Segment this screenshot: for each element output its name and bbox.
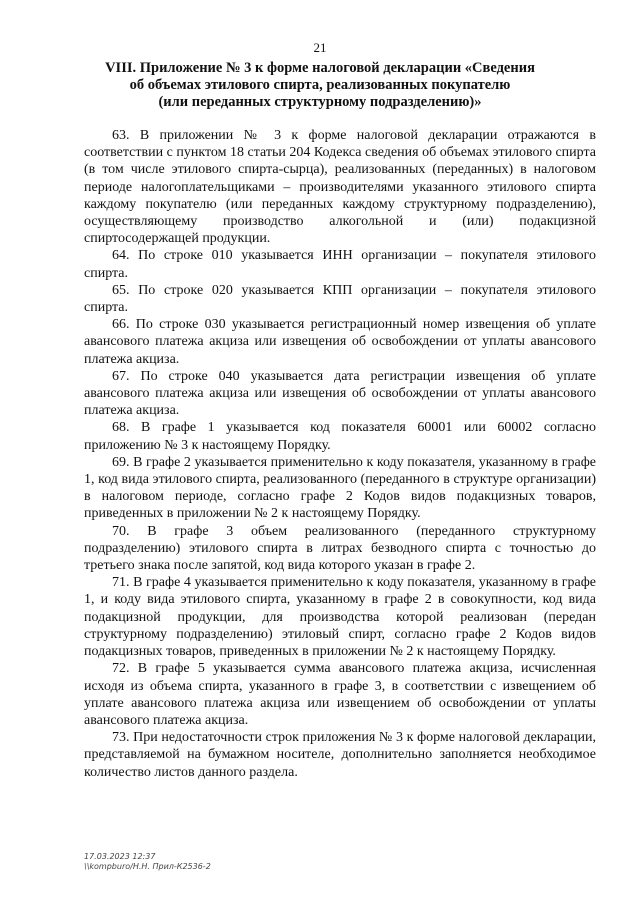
- paragraph-72: 72. В графе 5 указывается сумма авансового платежа акциза, исчисленная исходя из объема спирта, указанного в графе 3, в соответствии с извещением об уплате авансового платежа акциза или извещением об освобождении от уплаты авансового платежа акциза.: [84, 661, 596, 728]
- body-text: [84, 127, 596, 781]
- heading-line: об объемах этилового спирта, реализованных покупателю: [129, 77, 511, 93]
- paragraph-71: 71. В графе 4 указывается применительно к коду показателя, указанному в графе 1, и коду вида этилового спирта, указанному в графе 2 в совокупности, код вида подакцизной продукции, для производства которой реализован (передан структурному подразделению) этиловый спирт, согласно графе 2 Кодов видов подакцизных товаров, приведенных в приложении № 2 к настоящему Порядку.: [84, 575, 596, 660]
- paragraph-68: 68. В графе 1 указывается код показателя 60001 или 60002 согласно приложению № 3 к настоящему Порядку.: [84, 420, 596, 453]
- page-footer: [84, 852, 211, 872]
- paragraph-66: 66. По строке 030 указывается регистрационный номер извещения об уплате авансового платежа акциза или извещения об освобождении от уплаты авансового платежа акциза.: [84, 317, 596, 367]
- heading-line: (или переданных структурному подразделению)»: [158, 94, 482, 110]
- heading-line: VIII. Приложение № 3 к форме налоговой декларации «Сведения: [105, 60, 535, 76]
- page-number: 21: [313, 40, 327, 55]
- paragraph-67: 67. По строке 040 указывается дата регистрации извещения об уплате авансового платежа акциза или извещения об освобождении от уплаты авансового платежа акциза.: [84, 368, 596, 419]
- footer-source: \\kompburo/Н.Н. Прил-К2536-2: [84, 862, 211, 871]
- paragraph-73: 73. При недостаточности строк приложения № 3 к форме налоговой декларации, представляемой на бумажном носителе, дополнительно заполняется необходимое количество листов данного раздела.: [84, 730, 596, 780]
- footer-timestamp: 17.03.2023 12:37: [84, 852, 156, 861]
- section-heading: [90, 60, 550, 111]
- paragraph-65: 65. По строке 020 указывается КПП организации – покупателя этилового спирта.: [84, 282, 596, 316]
- paragraph-69: 69. В графе 2 указывается применительно к коду показателя, указанному в графе 1, код вида этилового спирта, реализованного (переданного в структуре организации) в налоговом периоде, согласно графе 2 Кодов видов подакцизных товаров, приведенных в приложении № 2 к настоящему Порядку.: [84, 454, 596, 522]
- paragraph-70: 70. В графе 3 объем реализованного (переданного структурному подразделению) этилового спирта в литрах безводного спирта с точностью до третьего знака после запятой, код вида которого указан в графе 2.: [84, 523, 596, 574]
- paragraph-63: 63. В приложении № 3 к форме налоговой декларации отражаются в соответствии с пунктом 18 статьи 204 Кодекса сведения об объемах этилового спирта (в том числе этилового спирта-сырца), реализованных (переданных) в налоговом периоде налогоплательщиками – производителями указанного этилового спирта каждому покупателю (или переданных каждому структурному подразделению), осуществляющему производство алкогольной и (или) подакцизной спиртосодержащей продукции.: [84, 128, 596, 247]
- paragraph-64: 64. По строке 010 указывается ИНН организации – покупателя этилового спирта.: [84, 248, 596, 281]
